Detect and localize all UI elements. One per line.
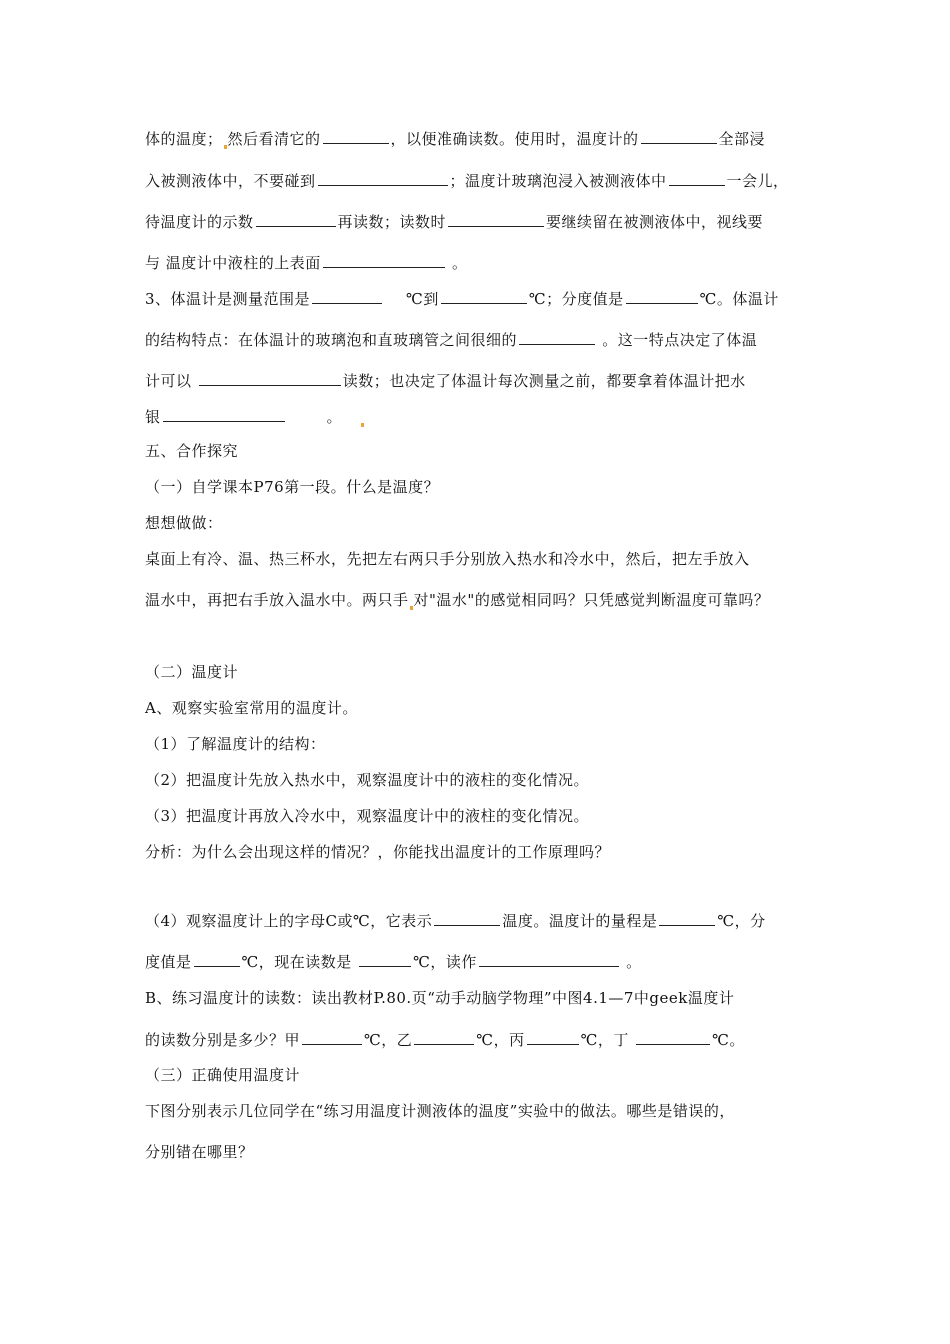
text-line (145, 1029, 745, 1049)
mark-dot (224, 145, 227, 149)
text-line (145, 951, 642, 971)
blank (414, 1029, 474, 1045)
text: 3、体温计是测量范围是 (145, 290, 311, 308)
blank (199, 370, 341, 386)
blank (479, 951, 619, 967)
blank (312, 288, 382, 304)
text: ℃。 (712, 1031, 745, 1049)
think-label: 想想做做： (145, 514, 223, 532)
item-b: B、练习温度计的读数：读出教材P.80.页“动手动脑学物理”中图4.1—7中geek温度计 (145, 989, 735, 1007)
text: 对"温水"的感觉相同吗？只凭感觉判断温度可靠吗？ (413, 591, 770, 609)
text: 。 (446, 254, 468, 272)
text: （4）观察温度计上的字母C或℃，它表示 (145, 912, 433, 930)
text: ；温度计玻璃泡浸入被测液体中 (449, 172, 667, 190)
text: ℃，分 (717, 912, 766, 930)
text: 。 (620, 953, 642, 971)
text: 然后看清它的 (227, 130, 321, 148)
blank (302, 1029, 362, 1045)
blank (434, 910, 500, 926)
blank (669, 170, 725, 186)
blank (323, 252, 445, 268)
paragraph: 分别错在哪里？ (145, 1143, 254, 1161)
section-title: 五、合作探究 (145, 442, 239, 460)
blank (519, 329, 595, 345)
text: 入被测液体中，不要碰到 (145, 172, 316, 190)
text-line (145, 211, 763, 231)
text: ℃到 (406, 290, 439, 308)
question-2: （二）温度计 (145, 663, 239, 681)
blank (323, 128, 389, 144)
blank (441, 288, 527, 304)
paragraph: 下图分别表示几位同学在“练习用温度计测液体的温度”实验中的做法。哪些是错误的， (145, 1102, 735, 1120)
text-line (145, 288, 779, 308)
item-1: （1）了解温度计的结构： (145, 735, 326, 753)
text: 再读数；读数时 (337, 213, 447, 231)
text: 体的温度； (145, 130, 223, 148)
item-2: （2）把温度计先放入热水中，观察温度计中的液柱的变化情况。 (145, 771, 590, 789)
blank (194, 951, 240, 967)
text: 的读数分别是多少？甲 (145, 1031, 301, 1049)
blank (256, 211, 336, 227)
text: ，以便准确读数。使用时，温度计的 (390, 130, 639, 148)
blank (318, 170, 448, 186)
mark-dot (361, 423, 364, 427)
text: ℃。体温计 (699, 290, 779, 308)
text-line (145, 370, 746, 390)
question-1: （一）自学课本P76第一段。什么是温度？ (145, 478, 440, 496)
text: 银 (145, 408, 161, 426)
text: ℃，丙 (476, 1031, 525, 1049)
item-3: （3）把温度计再放入冷水中，观察温度计中的液柱的变化情况。 (145, 807, 590, 825)
text: 。 (326, 408, 343, 426)
blank (163, 406, 285, 422)
text: 。这一特点决定了体温 (597, 331, 758, 349)
text-line (145, 329, 757, 349)
blank (641, 128, 717, 144)
text: ℃，现在读数是 (241, 953, 358, 971)
text: ℃；分度值是 (528, 290, 624, 308)
question-3: （三）正确使用温度计 (145, 1066, 301, 1084)
blank (659, 910, 715, 926)
mark-dot (410, 606, 413, 610)
text-line (145, 590, 769, 610)
text: 与 温度计中液柱的上表面 (145, 254, 321, 272)
blank (527, 1029, 579, 1045)
text: 一会儿， (726, 172, 789, 190)
text-line (145, 128, 765, 148)
blank (626, 288, 698, 304)
text: 待温度计的示数 (145, 213, 254, 231)
text: ℃，丁 (580, 1031, 635, 1049)
item-a: A、观察实验室常用的温度计。 (145, 699, 358, 717)
text: 度值是 (145, 953, 192, 971)
text-line (145, 170, 789, 190)
analysis: 分析：为什么会出现这样的情况？，你能找出温度计的工作原理吗？ (145, 843, 611, 861)
text-line (145, 910, 766, 930)
text: 温度。温度计的量程是 (502, 912, 658, 930)
blank (359, 951, 411, 967)
text: ℃，乙 (364, 1031, 413, 1049)
text-line (145, 252, 468, 272)
text: 计可以 (145, 372, 197, 390)
text: 温水中，再把右手放入温水中。两只手 (145, 591, 409, 609)
text: 的结构特点：在体温计的玻璃泡和直玻璃管之间很细的 (145, 331, 518, 349)
paragraph: 桌面上有冷、温、热三杯水，先把左右两只手分别放入热水和冷水中，然后，把左手放入 (145, 550, 750, 568)
text: 读数；也决定了体温计每次测量之前，都要拿着体温计把水 (342, 372, 746, 390)
text-line (145, 406, 365, 426)
text: 全部浸 (718, 130, 766, 148)
text: ℃，读作 (413, 953, 477, 971)
text: 要继续留在被测液体中，视线要 (546, 213, 764, 231)
blank (448, 211, 544, 227)
blank (636, 1029, 710, 1045)
